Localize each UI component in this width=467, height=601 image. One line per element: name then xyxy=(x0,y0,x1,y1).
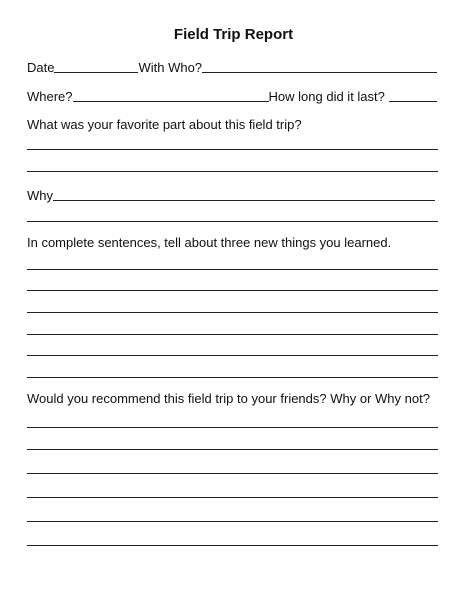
date-label: Date xyxy=(27,60,55,75)
date-blank[interactable] xyxy=(54,71,138,73)
answer-line[interactable] xyxy=(27,290,438,291)
answer-line[interactable] xyxy=(27,449,438,450)
answer-line[interactable] xyxy=(27,497,438,498)
page-title: Field Trip Report xyxy=(173,26,294,43)
answer-line[interactable] xyxy=(27,545,438,546)
with-who-label: With Who? xyxy=(138,60,203,75)
recommend-question: Would you recommend this field trip to your friends? Why or Why not? xyxy=(27,391,430,406)
answer-line[interactable] xyxy=(27,521,438,522)
why-row xyxy=(27,186,435,204)
where-blank[interactable] xyxy=(73,100,269,102)
why-blank[interactable] xyxy=(53,199,435,201)
answer-line[interactable] xyxy=(27,312,438,313)
answer-line[interactable] xyxy=(27,269,438,270)
favorite-part-question: What was your favorite part about this field trip? xyxy=(27,117,302,132)
where-how-long-row xyxy=(27,87,437,105)
answer-line[interactable] xyxy=(27,149,438,150)
three-things-question: In complete sentences, tell about three new things you learned. xyxy=(27,235,392,250)
how-long-blank[interactable] xyxy=(389,100,437,102)
with-who-blank[interactable] xyxy=(202,71,437,73)
answer-line[interactable] xyxy=(27,221,438,222)
answer-line[interactable] xyxy=(27,377,438,378)
where-label: Where? xyxy=(27,89,73,104)
answer-line[interactable] xyxy=(27,171,438,172)
answer-line[interactable] xyxy=(27,334,438,335)
why-label: Why xyxy=(27,188,53,203)
answer-line[interactable] xyxy=(27,473,438,474)
answer-line[interactable] xyxy=(27,427,438,428)
answer-line[interactable] xyxy=(27,355,438,356)
date-with-who-row xyxy=(27,58,437,76)
how-long-label: How long did it last? xyxy=(268,89,385,104)
